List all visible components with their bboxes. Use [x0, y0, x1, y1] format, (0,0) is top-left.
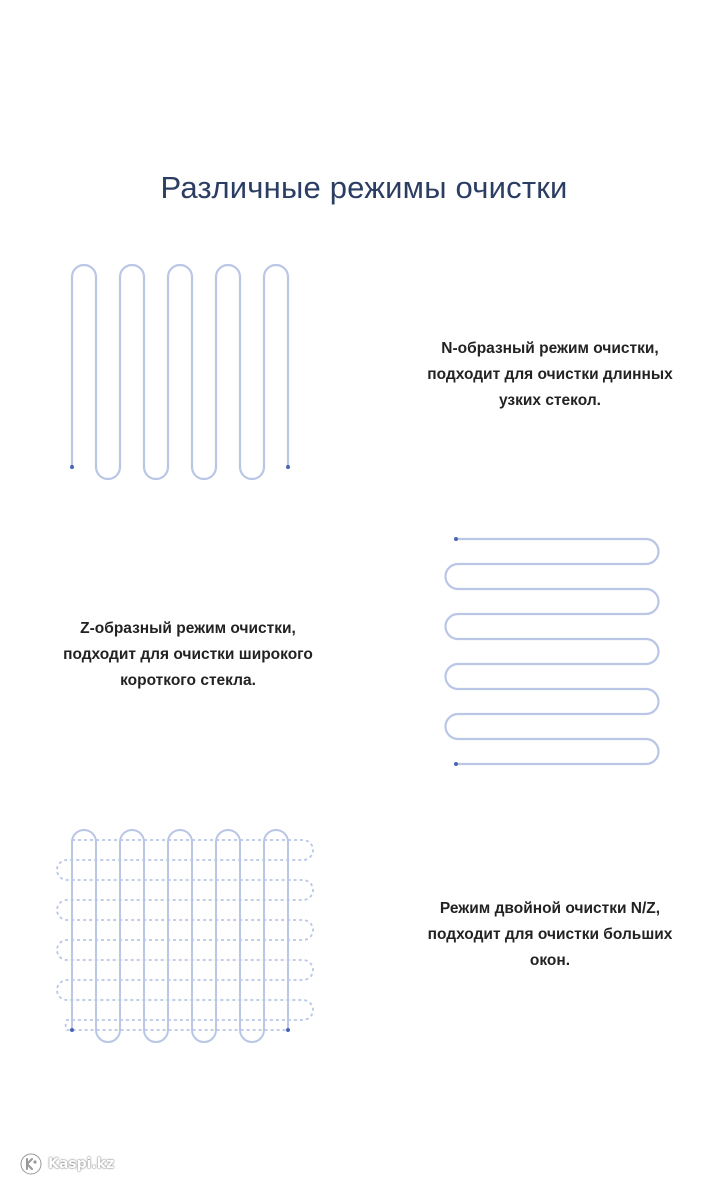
n-mode-caption — [380, 336, 720, 414]
z-start-dot — [454, 537, 458, 541]
nz-caption-line-3: окон. — [529, 952, 571, 969]
nz-start-dot — [70, 1028, 74, 1032]
z-caption-line-3: короткого стекла. — [120, 672, 256, 689]
n-caption-line-3: узких стекол. — [499, 392, 601, 409]
n-pattern-diagram — [60, 255, 320, 490]
z-caption-line-2: подходит для очистки широкого — [63, 646, 313, 663]
page-title: Различные режимы очистки — [160, 170, 568, 205]
n-start-dot — [70, 465, 74, 469]
nz-caption-line-1: Режим двойной очистки N/Z, — [439, 900, 661, 917]
z-mode-caption — [18, 616, 358, 694]
watermark-text: Kaspi.kz — [48, 1156, 115, 1172]
n-caption-line-2: подходит для очистки длинных — [427, 366, 673, 383]
z-caption-line-1: Z-образный режим очистки, — [80, 620, 296, 637]
z-end-dot — [454, 762, 458, 766]
kaspi-logo-icon — [20, 1153, 42, 1175]
nz-caption-line-2: подходит для очистки больших — [427, 926, 673, 943]
n-caption-line-1: N-образный режим очистки, — [441, 340, 659, 357]
nz-vertical-path — [72, 830, 288, 1042]
n-pattern-path — [72, 265, 288, 479]
n-end-dot — [286, 465, 290, 469]
nz-end-dot — [286, 1028, 290, 1032]
kaspi-watermark — [20, 1153, 114, 1175]
z-pattern-diagram — [436, 528, 676, 778]
nz-pattern-diagram — [45, 820, 335, 1045]
nz-mode-caption — [380, 896, 720, 974]
z-pattern-path — [446, 539, 659, 764]
